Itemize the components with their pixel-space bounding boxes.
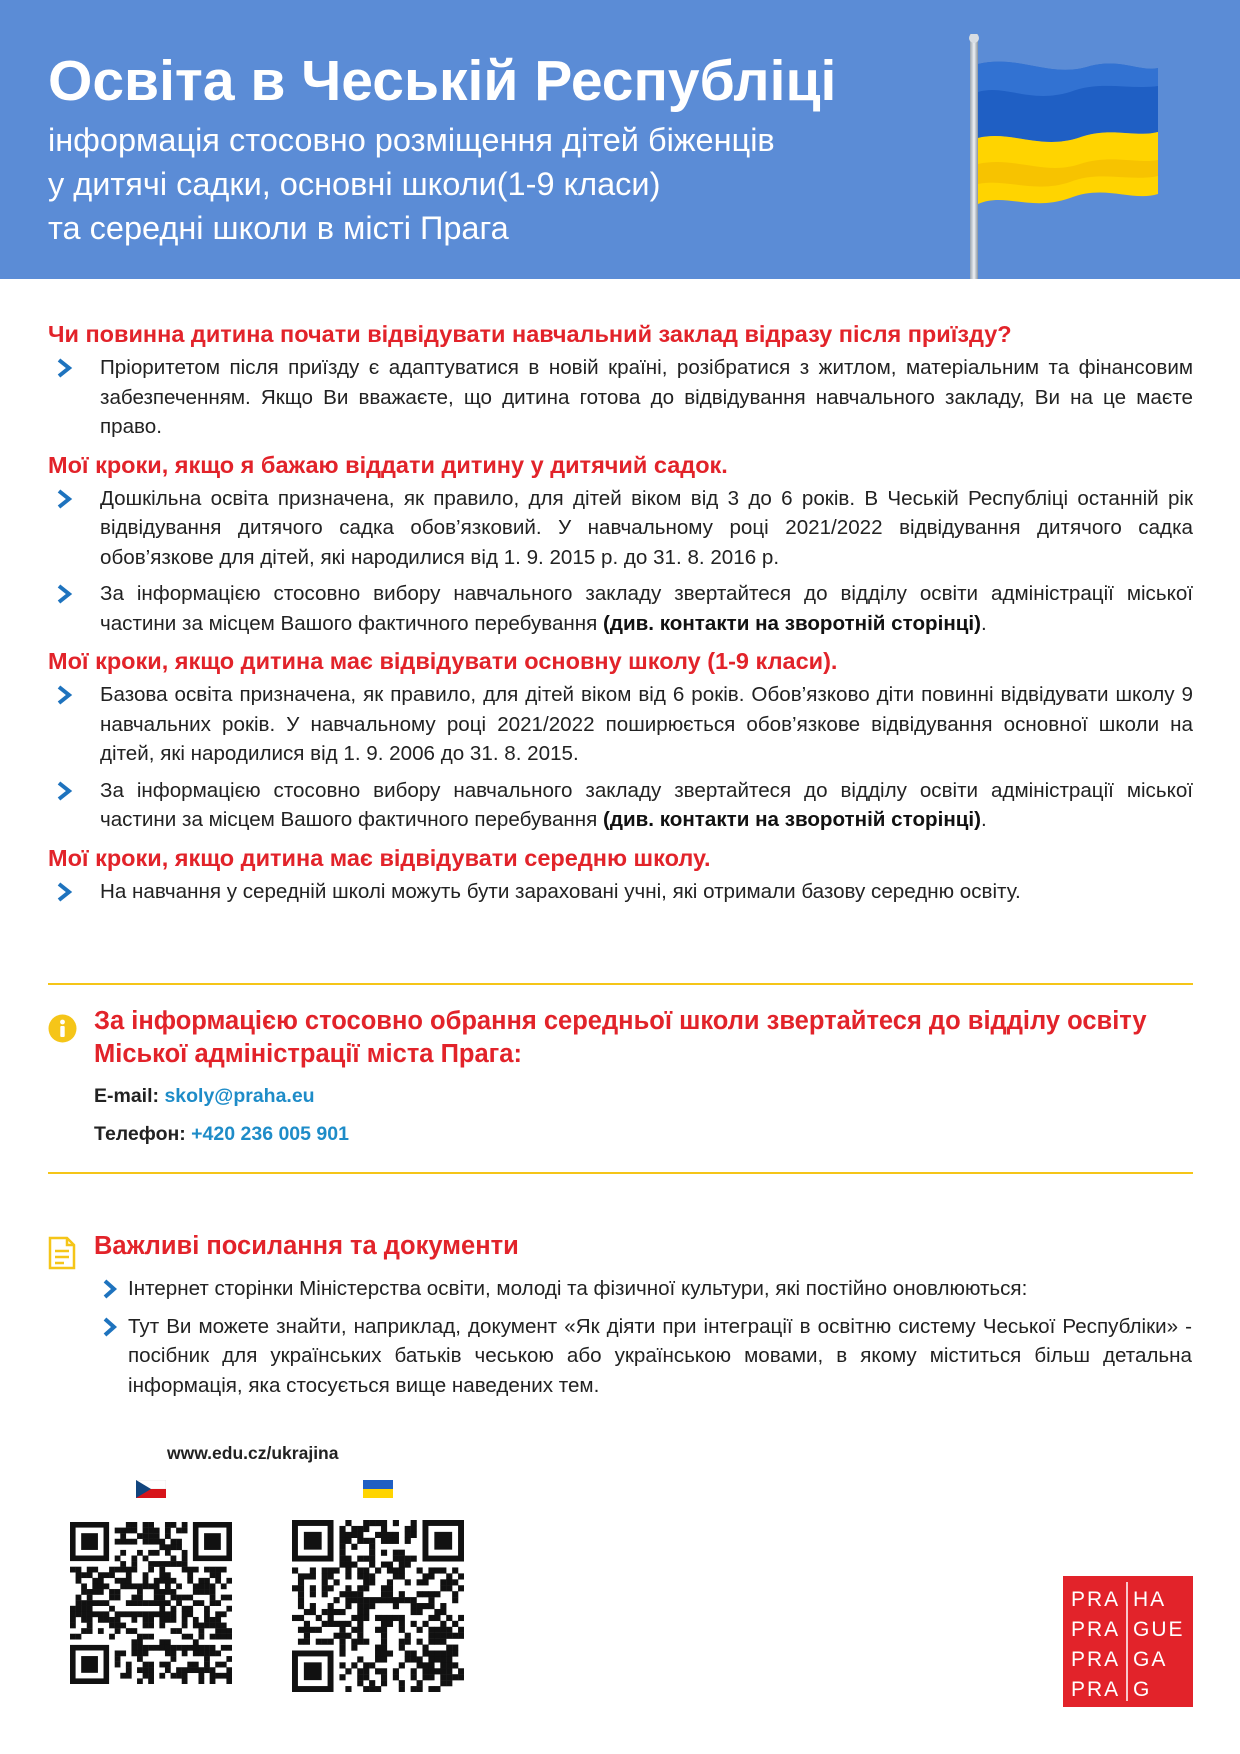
list-item bbox=[48, 579, 1193, 638]
svg-text:GA: GA bbox=[1133, 1648, 1168, 1671]
svg-text:G: G bbox=[1133, 1678, 1152, 1701]
list-item-text: За інформацією стосовно вибору навчального закладу звертайтеся до відділу освіти адміністрації міської частини за місцем Вашого фактичного перебування bbox=[100, 582, 1193, 635]
website-url[interactable]: www.edu.cz/ukrajina bbox=[167, 1443, 339, 1463]
qr-code-czech[interactable] bbox=[70, 1522, 232, 1684]
phone-link[interactable]: +420 236 005 901 bbox=[191, 1123, 349, 1145]
list-item bbox=[48, 484, 1193, 573]
prague-logo bbox=[1063, 1576, 1193, 1707]
chevron-right-icon bbox=[102, 1317, 118, 1337]
czech-flag-icon bbox=[136, 1480, 166, 1498]
section-heading: Мої кроки, якщо я бажаю віддати дитину у дитячий садок. bbox=[48, 451, 728, 478]
list-item bbox=[48, 776, 1193, 835]
list-item-text: На навчання у середній школі можуть бути зараховані учні, які отримали базову середню освіту. bbox=[100, 879, 1021, 903]
list-item-text: Пріоритетом після приїзду є адаптуватися в новій країні, розібратися з житлом, матеріальним та фінансовим забезпеченням. Якщо Ви вважаєте, що дитина готова до відвідування навчального закладу, Ви на це маєте право. bbox=[100, 356, 1193, 438]
chevron-right-icon bbox=[56, 489, 74, 509]
header-banner bbox=[0, 0, 1240, 279]
chevron-right-icon bbox=[56, 685, 74, 705]
links-list bbox=[102, 1274, 1192, 1408]
section-heading: Мої кроки, якщо дитина має відвідувати основну школу (1-9 класи). bbox=[48, 648, 838, 674]
svg-text:PRA: PRA bbox=[1071, 1678, 1121, 1701]
list-item-tail: . bbox=[981, 611, 987, 635]
list-item bbox=[48, 353, 1193, 442]
list-item bbox=[48, 680, 1193, 769]
list-item-text: Тут Ви можете знайти, наприклад, документ «Як діяти при інтеграції в освітню систему Чеської Республіки» - посібник для українських батьків чеською або українською мовами, в якому міститься більш детальна інформація, яка стосується вище наведених тем. bbox=[128, 1314, 1192, 1397]
list-item-text: Дошкільна освіта призначена, як правило, для дітей віком від 3 до 6 років. В Чеській Республіці останній рік відвідування дитячого садка обов’язковий. У навчальному році 2021/2022 відвідування дитячого садка обов’язкове для дітей, які народилися від 1. 9. 2015 р. до 31. 8. 2016 р. bbox=[100, 486, 1193, 569]
list-item bbox=[102, 1312, 1192, 1401]
phone-label: Телефон: bbox=[94, 1123, 186, 1145]
subtitle-line: у дитячі садки, основні школи(1-9 класи) bbox=[48, 166, 661, 202]
list-item bbox=[48, 877, 1193, 907]
chevron-right-icon bbox=[56, 882, 74, 902]
email-link[interactable]: skoly@praha.eu bbox=[164, 1085, 315, 1107]
email-row bbox=[94, 1085, 315, 1108]
links-title: Важливі посилання та документи bbox=[94, 1232, 519, 1260]
svg-text:HA: HA bbox=[1133, 1588, 1167, 1611]
page-subtitle bbox=[48, 118, 775, 250]
ukraine-flag-icon bbox=[363, 1480, 393, 1498]
chevron-right-icon bbox=[56, 781, 74, 801]
page-title: Освіта в Чеській Республіці bbox=[48, 49, 837, 113]
svg-text:PRA: PRA bbox=[1071, 1618, 1121, 1641]
contacts-reference: (див. контакти на зворотній сторінці) bbox=[603, 611, 982, 635]
email-label: E-mail: bbox=[94, 1085, 160, 1107]
info-icon bbox=[48, 1014, 77, 1043]
info-title: За інформацією стосовно обрання середньої школи звертайтеся до відділу освіту Міської адміністрації міста Прага: bbox=[94, 1007, 1147, 1068]
phone-row bbox=[94, 1123, 349, 1146]
list-item-text: Базова освіта призначена, як правило, для дітей віком від 6 років. Обов’язково діти повинні відвідувати школу 9 навчальних років. У навчальному році 2021/2022 поширюється обов’язкове відвідування основної школи на дітей, які народилися від 1. 9. 2006 до 31. 8. 2015. bbox=[100, 683, 1193, 765]
svg-text:PRA: PRA bbox=[1071, 1588, 1121, 1611]
main-content bbox=[48, 318, 1193, 913]
document-icon bbox=[48, 1236, 76, 1270]
list-item-text: За інформацією стосовно вибору навчального закладу звертайтеся до відділу освіти адміністрації міської частини за місцем Вашого фактичного перебування bbox=[100, 778, 1193, 831]
list-item bbox=[102, 1274, 1192, 1304]
info-box bbox=[48, 983, 1193, 1174]
svg-text:PRA: PRA bbox=[1071, 1648, 1121, 1671]
contacts-reference: (див. контакти на зворотній сторінці) bbox=[603, 808, 982, 831]
chevron-right-icon bbox=[56, 584, 74, 604]
subtitle-line: та середні школи в місті Прага bbox=[48, 210, 509, 246]
list-item-text: Інтернет сторінки Міністерства освіти, молоді та фізичної культури, які постійно оновлюються: bbox=[128, 1277, 1028, 1300]
section-heading: Чи повинна дитина почати відвідувати навчальний заклад відразу після приїзду? bbox=[48, 321, 1012, 347]
section-heading: Мої кроки, якщо дитина має відвідувати середню школу. bbox=[48, 844, 711, 871]
chevron-right-icon bbox=[56, 358, 74, 378]
list-item-tail: . bbox=[981, 808, 987, 831]
svg-text:GUE: GUE bbox=[1133, 1618, 1185, 1641]
subtitle-line: інформація стосовно розміщення дітей біженців bbox=[48, 122, 775, 158]
ukraine-flag-image bbox=[960, 34, 1160, 279]
chevron-right-icon bbox=[102, 1279, 118, 1299]
qr-code-ukrainian[interactable] bbox=[292, 1520, 454, 1682]
